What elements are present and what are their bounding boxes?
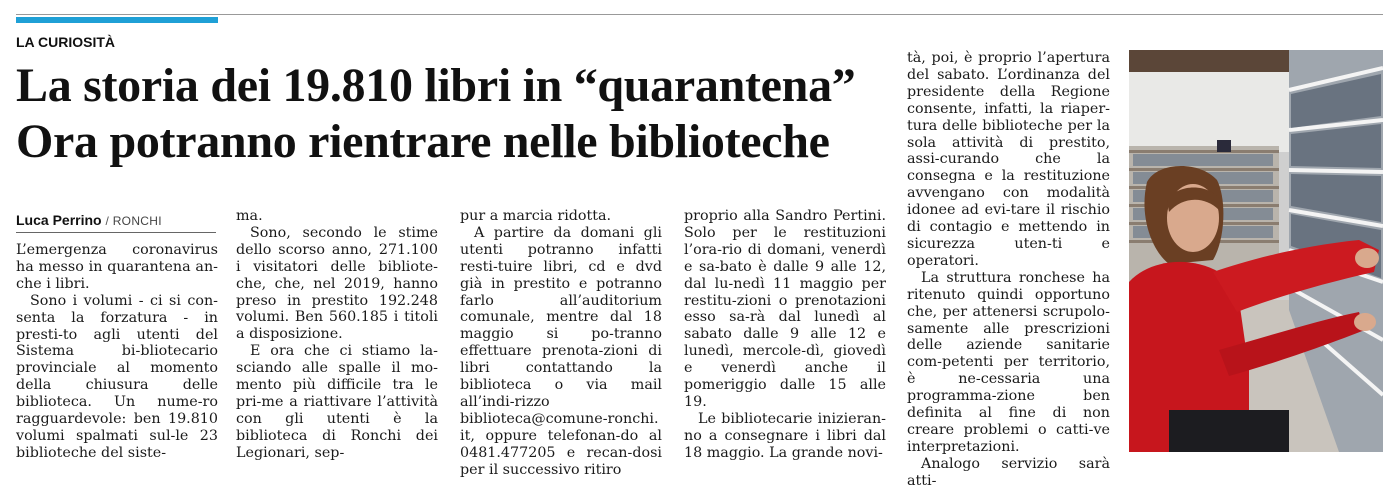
body-column-3 (460, 208, 662, 479)
paragraph: A partire da domani gli utenti potranno infatti resti-tuire libri, cd e dvd già in prestito e potranno farlo all’auditorium comunale, mentre dal 18 maggio si po-tranno effettuare prenota-zioni di libri contattando la biblioteca o via mail all’indi-rizzo biblioteca@comune-ronchi. it, oppure telefonan-do al 0481.477205 e recan-dosi per il successivo ritiro (460, 224, 662, 478)
paragraph: L’emergenza coronavirus ha messo in quarantena an-che i libri. (16, 242, 218, 292)
paragraph: Analogo servizio sarà atti- (907, 455, 1110, 489)
headline-line-1: La storia dei 19.810 libri in “quarantena” (16, 59, 856, 112)
headline-line-2: Ora potranno rientrare nelle biblioteche (16, 115, 830, 168)
body-column-2 (236, 208, 438, 462)
author-name: Luca Perrino (16, 212, 102, 228)
section-accent-bar (16, 17, 218, 23)
body-column-1 (16, 242, 218, 462)
body-column-5 (907, 50, 1110, 490)
byline-rule (16, 232, 216, 233)
top-rule (16, 14, 1383, 15)
paragraph: Sono, secondo le stime dello scorso anno, 271.100 i visitatori delle bibliote-che, che, nel 2019, hanno preso in prestito 192.248 volumi. Ben 560.185 i titoli a disposizione. (236, 224, 438, 343)
dateline-location: RONCHI (112, 214, 162, 228)
kicker: LA CURIOSITÀ (16, 34, 116, 50)
paragraph: pur a marcia ridotta. (460, 208, 612, 224)
headline (16, 58, 886, 170)
body-column-4 (684, 208, 886, 462)
paragraph: ma. (236, 208, 263, 224)
paragraph: Le bibliotecarie inizieran-no a consegnare i libri dal 18 maggio. La grande novi- (684, 410, 886, 461)
photo-librarian-at-bookshelves (1129, 50, 1383, 452)
paragraph: E ora che ci stiamo la-sciando alle spalle il mo-mento più difficile tra le pri-me a riattivare l’attività con gli utenti è la biblioteca di Ronchi dei Legionari, sep- (236, 343, 438, 461)
paragraph: Sono i volumi - ci si con-senta la forzatura - in presti-to agli utenti del Sistema bi-bliotecario provinciale al momento della chiusura delle biblioteca. Un nume-ro ragguardevole: ben 19.810 volumi spalmati sul-le 23 biblioteche del siste- (16, 292, 218, 461)
article-photo (1129, 50, 1383, 452)
paragraph: tà, poi, è proprio l’apertura del sabato. L’ordinanza del presidente della Regione consente, infatti, la riaper-tura delle biblioteche per la sola attività di prestito, assi-curando che la consegna e la restituzione avvengano con modalità idonee ad evi-tare il rischio di contagio e mettendo in sicurezza uten-ti e operatori. (907, 50, 1110, 269)
byline-separator: / (105, 214, 109, 228)
paragraph: La struttura ronchese ha ritenuto quindi opportuno che, per attenersi scrupolo-samente alle prescrizioni delle aziende sanitarie com-petenti per territorio, è ne-cessaria una programma-zione ben definita al fine di non creare problemi o catti-ve interpretazioni. (907, 269, 1110, 455)
byline (16, 212, 162, 228)
paragraph: proprio alla Sandro Pertini. Solo per le restituzioni l’ora-rio di domani, venerdì e sa-bato è dalle 9 alle 12, dal lu-nedì 11 maggio per restitu-zioni o prenotazioni esso sa-rà dal lunedì al sabato dalle 9 alle 12 e lunedì, mercole-dì, giovedì e venerdì anche il pomeriggio dalle 15 alle 19. (684, 208, 886, 410)
